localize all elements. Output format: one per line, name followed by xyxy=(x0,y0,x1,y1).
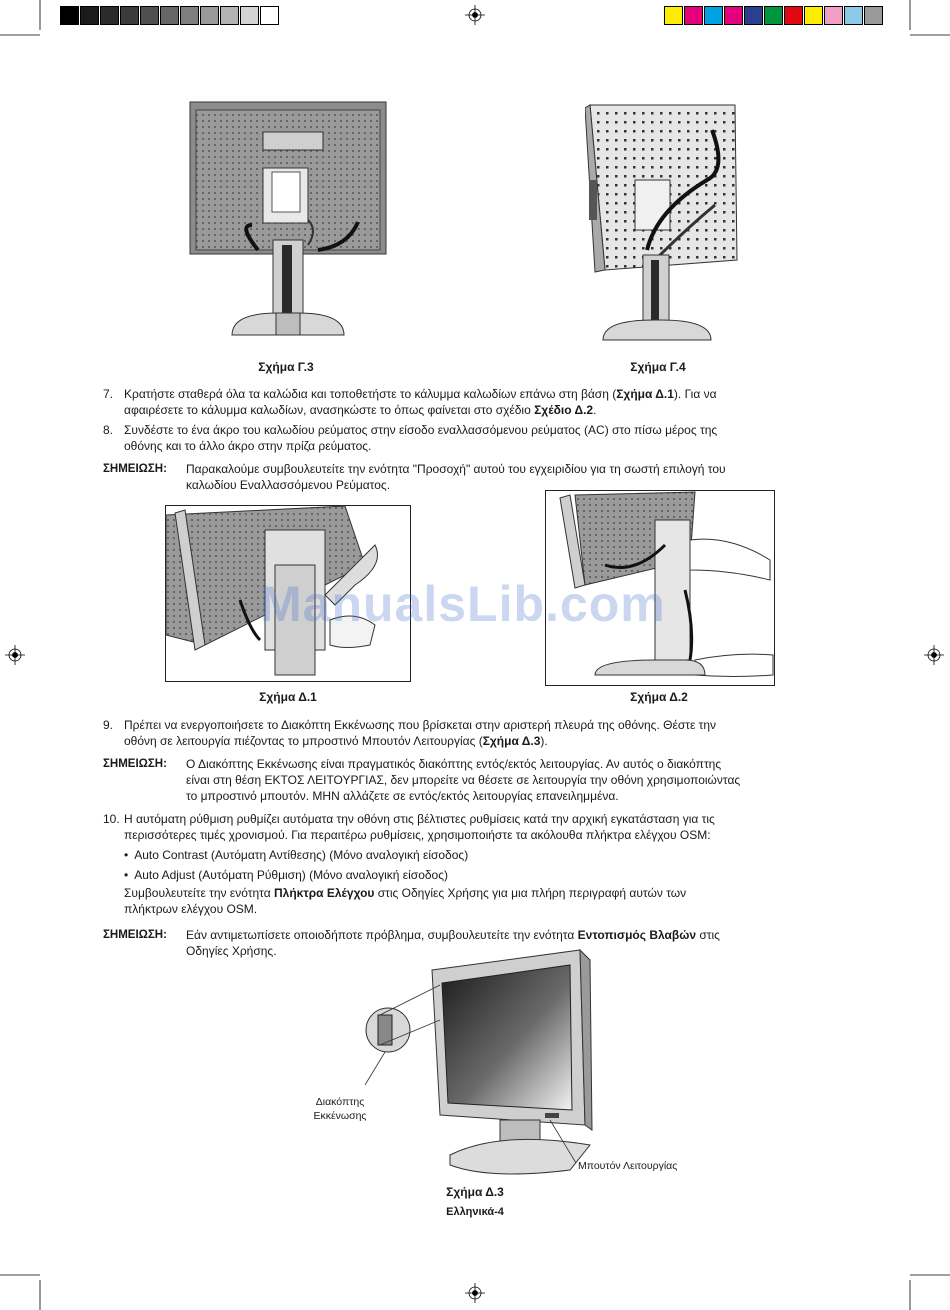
note-label: ΣΗΜΕΙΩΣΗ: xyxy=(103,463,167,475)
step-number: 9. xyxy=(103,718,114,732)
figure-g4-monitor-rear-side xyxy=(585,100,740,348)
caption-figure-g3: Σχήμα Γ.3 xyxy=(258,360,314,374)
step-7: 7. Κρατήστε σταθερά όλα τα καλώδια και τοποθετήστε το κάλυμμα καλωδίων επάνω στη βάση (Σχήμα Δ.1). Για να αφαιρέσετε το κάλυμμα καλωδίων, ανασηκώστε το όπως φαίνεται στο σχέδιο Σχέδιο Δ.2. xyxy=(103,387,717,417)
step-number: 7. xyxy=(103,387,114,401)
caption-figure-g4: Σχήμα Γ.4 xyxy=(630,360,686,374)
note-1: ΣΗΜΕΙΩΣΗ: Παρακαλούμε συμβουλευτείτε την ενότητα "Προσοχή" αυτού του εγχειριδίου για τη σωστή επιλογή του καλωδίου Εναλλασσόμενου Ρεύματος. xyxy=(103,462,726,492)
caption-figure-d2: Σχήμα Δ.2 xyxy=(630,690,688,704)
note-2: ΣΗΜΕΙΩΣΗ: Ο Διακόπτης Εκκένωσης είναι πραγματικός διακόπτης εντός/εκτός λειτουργίας. Αν αυτός ο διακόπτης είναι στη θέση ΕΚΤΟΣ ΛΕΙΤΟΥΡΓΙΑΣ, δεν μπορείτε να θέσετε σε λειτουργία την οθόνη χρησιμοποιώντας το μπροστινό μπουτόν. ΜΗΝ αλλάζετε σε εντός/εκτός λειτουργίας επανειλημμένα. xyxy=(103,757,741,803)
bullet-item: • Auto Contrast (Αυτόματη Αντίθεσης) (Μόνο αναλογική είσοδος) xyxy=(124,848,469,862)
registration-mark-top xyxy=(465,5,485,25)
caption-figure-d1: Σχήμα Δ.1 xyxy=(259,690,317,704)
registration-mark-left xyxy=(5,645,25,665)
power-button-label: Μπουτόν Λειτουργίας xyxy=(578,1160,678,1172)
note-3: ΣΗΜΕΙΩΣΗ: Εάν αντιμετωπίσετε οποιοδήποτε πρόβλημα, συμβουλευτείτε την ενότητα Εντοπισμός Βλαβών στις Οδηγίες Χρήσης. xyxy=(103,928,720,958)
registration-mark-bottom xyxy=(465,1283,485,1303)
figure-g3-monitor-rear-cables xyxy=(188,100,388,348)
figure-d3-monitor-front xyxy=(340,945,600,1185)
note-label: ΣΗΜΕΙΩΣΗ: xyxy=(103,758,167,770)
page-footer: Ελληνικά-4 xyxy=(446,1206,504,1218)
step-10: 10. Η αυτόματη ρύθμιση ρυθμίζει αυτόματα την οθόνη στις βέλτιστες ρυθμίσεις κατά την αρχική εγκατάσταση για τις περισσότερες τιμές χρονισμού. Για περαιτέρω ρυθμίσεις, χρησιμοποιήστε τα ακόλουθα πλήκτρα ελέγχου OSM: • Auto Contrast (Αυτόματη Αντίθεσης) (Μόνο αναλογική είσοδος) • Auto Adjust (Αυτόματη Ρύθμιση) (Μόνο αναλογική είσοδος) Συμβουλευτείτε την ενότητα Πλήκτρα Ελέγχου στις Οδηγίες Χρήσης για μια πλήρη περιγραφή αυτών των πλήκτρων ελέγχου OSM. xyxy=(103,811,843,917)
step-number: 8. xyxy=(103,423,114,437)
discharge-switch-label: Διακόπτης Εκκένωσης xyxy=(313,1096,367,1122)
bullet-item: • Auto Adjust (Αυτόματη Ρύθμιση) (Μόνο αναλογική είσοδος) xyxy=(124,868,449,882)
registration-mark-right xyxy=(924,645,944,665)
note-label: ΣΗΜΕΙΩΣΗ: xyxy=(103,929,167,941)
step-9: 9. Πρέπει να ενεργοποιήσετε το Διακόπτη Εκκένωσης που βρίσκεται στην αριστερή πλευρά της οθόνης. Θέστε την οθόνη σε λειτουργία πιέζοντας το μπροστινό Μπουτόν Λειτουργίας (Σχήμα Δ.3). xyxy=(103,718,717,748)
watermark: ManualsLib.com xyxy=(260,576,666,632)
step-8: 8. Συνδέστε το ένα άκρο του καλωδίου ρεύματος στην είσοδο εναλλασσόμενου ρεύματος (AC) στο πίσω μέρος της οθόνης και το άλλο άκρο στην πρίζα ρεύματος. xyxy=(103,423,718,453)
caption-figure-d3: Σχήμα Δ.3 xyxy=(446,1185,504,1199)
step-number: 10. xyxy=(103,812,120,826)
